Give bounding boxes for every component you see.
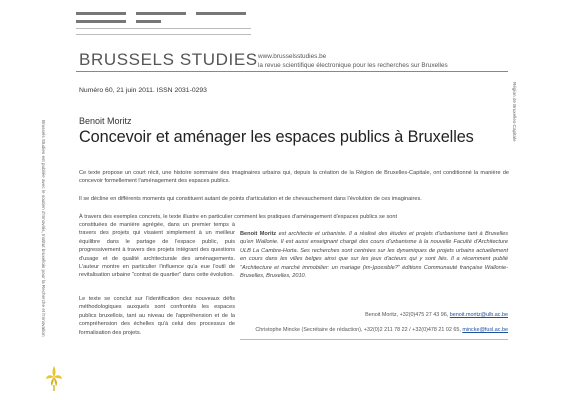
abstract-paragraph-4: Le texte se conclut sur l'identification des nouveaux défis méthodologiques auxquels sont confrontés les espaces publics bruxellois, tant au niveau de l'appréhension et de la compréhension des échelles qu'à celui des processus de formalisation des projets. [79, 296, 235, 336]
contact-author-text: Benoit Moritz, +32(0)475 27 43 96, [365, 312, 450, 318]
contact-editor-email[interactable]: mincke@fusl.ac.be [462, 327, 508, 333]
iris-flower-icon [45, 365, 63, 391]
author-bio [240, 230, 508, 280]
article-title: Concevoir et aménager les espaces publics à Bruxelles [79, 128, 474, 146]
masthead-url[interactable]: www.brusselsstudies.be [258, 53, 327, 60]
masthead-title: BRUSSELS STUDIES [79, 50, 258, 69]
contact-author-email[interactable]: benoit.moritz@ulb.ac.be [449, 312, 508, 318]
contacts-divider [240, 339, 508, 340]
abstract-paragraph-2: Il se décline en différents moments qui constituent autant de points d'articulation et de chevauchement dans l'évolution de ces imaginaires. [79, 196, 422, 202]
side-text-region-label: Région de Bruxelles-Capitale [512, 82, 517, 142]
abstract-paragraph-3: constituées de manière agrégée, dans un premier temps à travers des projets qui visaient simplement à un meilleur équilibre dans le partage de l'espace public, puis progressivement à travers des projets intégrant des questions d'usage et de qualité architecturale des aménagements. L'auteur montre en particulier l'influence qu'a eue l'outil de revitalisation urbaine "contrat de quartier" dans cette évolution. [79, 222, 235, 279]
header-divider [76, 71, 508, 72]
contact-editor [255, 327, 508, 333]
side-text-region [512, 82, 518, 142]
author-bio-text [240, 230, 508, 280]
side-text-funding-label: Brussels Studies est publiée avec le soutien d'Innoviris, Institut bruxellois pour la Recherche et l'Innovation [41, 120, 46, 337]
author-name: Benoit Moritz [79, 116, 132, 126]
author-bio-name: Benoit Moritz [240, 231, 277, 237]
brussels-studies-logo-mark [76, 12, 251, 42]
author-bio-body: est architecte et urbaniste. Il a réalisé des études et projets d'urbanisme tant à Bruxelles qu'en Wallonie. Il est aussi enseignant chargé des cours d'urbanisme à la nouvelle Faculté d'Architecture ULB La Cambre-Horta. Ses recherches sont centrées sur les dynamiques de projets urbains actuellement en cours dans les villes belges ainsi que sur les jeux d'acteurs qui y sont liés. Il a récemment publié "Architecture et marché immobilier: un mariage (im-)possible?" éditions Communauté française Wallonie-Bruxelles, Bruxelles, 2010. [240, 231, 508, 280]
abstract-paragraph-1: Ce texte propose un court récit, une histoire sommaire des imaginaires urbains qui, depuis la création de la Région de Bruxelles-Capitale, ont conditionné la manière de concevoir formellement l'aménagement des espaces publics. [79, 170, 509, 185]
masthead-tagline: la revue scientifique électronique pour les recherches sur Bruxelles [258, 62, 448, 69]
side-text-funding [41, 120, 47, 356]
issue-info: Numéro 60, 21 juin 2011. ISSN 2031-0293 [79, 87, 207, 94]
contact-editor-text: Christophe Mincke (Secrétaire de rédaction), +32(0)2 211 78 22 / +32(0)478 21 02 65, [255, 327, 463, 333]
contact-author [365, 312, 508, 318]
abstract-paragraph-3-line: À travers des exemples concrets, le texte illustre en particulier comment les pratiques d'aménagement d'espaces publics se sont [79, 214, 398, 220]
